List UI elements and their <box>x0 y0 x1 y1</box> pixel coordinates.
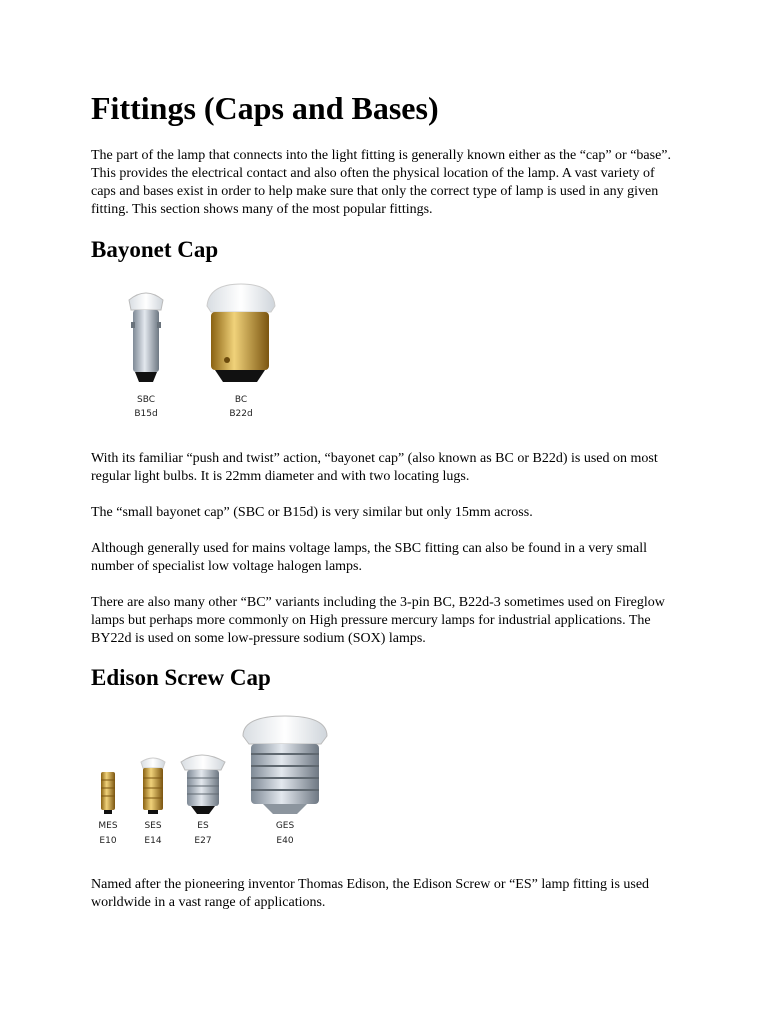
sbc-label: SBC <box>136 395 156 405</box>
ges-lamp-drawing <box>243 716 327 846</box>
bayonet-paragraph-1: With its familiar “push and twist” action, “bayonet cap” (also known as BC or B22d) is used on most regular light bulbs. It is 22mm diameter and with two locating lugs. <box>91 451 658 484</box>
ges-code: E40 <box>276 836 294 846</box>
edison-screw-image <box>91 714 331 854</box>
mes-lamp-drawing <box>98 772 117 846</box>
bayonet-cap-image <box>91 280 331 432</box>
mes-label: MES <box>98 821 118 831</box>
ses-lamp-drawing <box>141 758 165 846</box>
edison-heading: Edison Screw Cap <box>91 665 271 690</box>
bc-code: B22d <box>229 409 253 419</box>
bc-lamp-drawing <box>207 284 275 419</box>
es-lamp-drawing <box>181 755 225 846</box>
bc-label: BC <box>234 395 248 405</box>
ses-code: E14 <box>144 836 162 846</box>
bayonet-paragraph-4: There are also many other “BC” variants including the 3-pin BC, B22d-3 sometimes used on Fireglow lamps but perhaps more commonly on High pressure mercury lamps for industrial applications. The BY22d is used on some low-pressure sodium (SOX) lamps. <box>91 595 665 646</box>
mes-code: E10 <box>99 836 117 846</box>
page-title: Fittings (Caps and Bases) <box>91 90 439 126</box>
bayonet-paragraph-2: The “small bayonet cap” (SBC or B15d) is very similar but only 15mm across. <box>91 505 533 520</box>
es-code: E27 <box>194 836 212 846</box>
ges-label: GES <box>275 821 295 831</box>
sbc-lamp-drawing <box>129 293 163 419</box>
bayonet-heading: Bayonet Cap <box>91 237 219 262</box>
bayonet-paragraph-3: Although generally used for mains voltage lamps, the SBC fitting can also be found in a very small number of specialist low voltage halogen lamps. <box>91 541 648 574</box>
ses-label: SES <box>144 821 162 831</box>
es-label: ES <box>197 821 209 831</box>
edison-paragraph-1: Named after the pioneering inventor Thomas Edison, the Edison Screw or “ES” lamp fitting is used worldwide in a vast range of applications. <box>91 877 650 910</box>
intro-paragraph: The part of the lamp that connects into the light fitting is generally known either as the “cap” or “base”. This provides the electrical contact and also often the physical location of the lamp. A vast variety of caps and bases exist in order to help make sure that only the correct type of lamp is used in any given fitting. This section shows many of the most popular fittings. <box>91 148 672 217</box>
sbc-code: B15d <box>134 409 158 419</box>
